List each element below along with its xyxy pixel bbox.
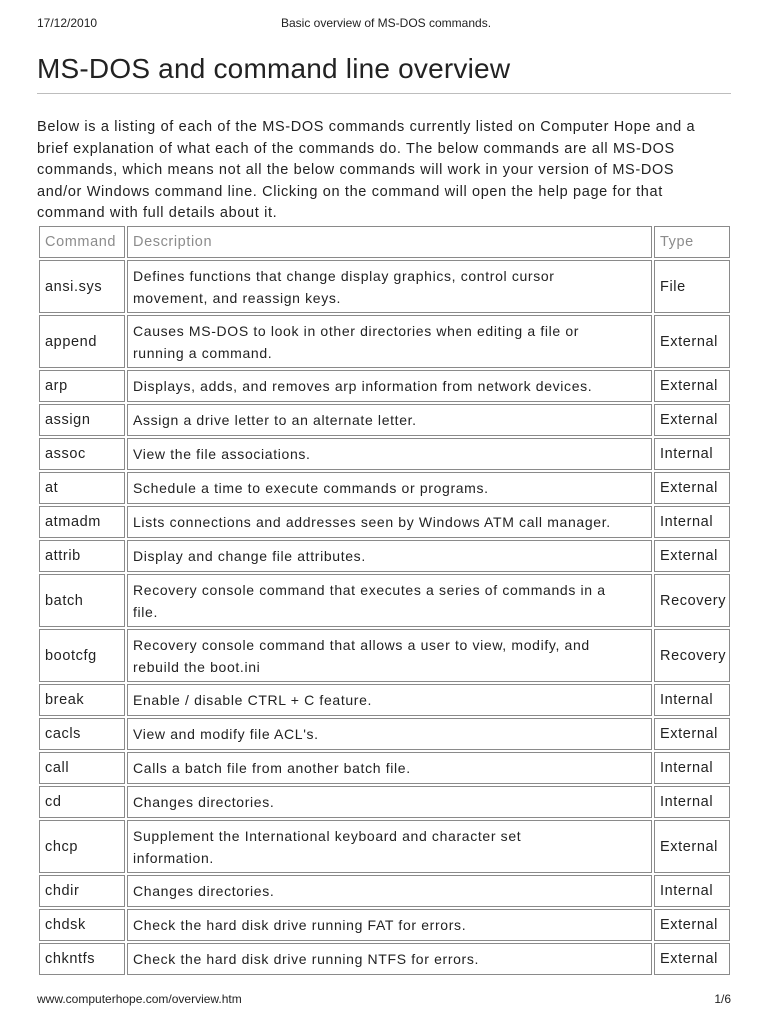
table-row — [39, 540, 730, 572]
command-cell[interactable]: ansi.sys — [39, 260, 125, 313]
type-cell: Internal — [654, 752, 730, 784]
commands-table — [37, 224, 732, 977]
page-number: 1/6 — [714, 992, 731, 1006]
command-cell[interactable]: assign — [39, 404, 125, 436]
command-cell[interactable]: batch — [39, 574, 125, 627]
command-cell[interactable]: atmadm — [39, 506, 125, 538]
description-line: Recovery console command that executes a series of commands in a — [133, 581, 606, 598]
type-cell: Internal — [654, 506, 730, 538]
table-row — [39, 684, 730, 716]
print-url: www.computerhope.com/overview.htm — [37, 992, 242, 1006]
description-cell — [127, 820, 652, 873]
description-cell — [127, 629, 652, 682]
print-date: 17/12/2010 — [37, 16, 98, 30]
type-cell: File — [654, 260, 730, 313]
description-line: Schedule a time to execute commands or programs. — [133, 480, 489, 496]
header-type: Type — [654, 226, 730, 258]
table-row — [39, 875, 730, 907]
command-cell[interactable]: chdsk — [39, 909, 125, 941]
description-cell — [127, 472, 652, 504]
description-cell — [127, 943, 652, 975]
table-row — [39, 786, 730, 818]
description-line: Supplement the International keyboard and character set — [133, 827, 522, 844]
description-line: Assign a drive letter to an alternate letter. — [133, 412, 417, 428]
description-line: rebuild the boot.ini — [133, 658, 261, 675]
description-line: Display and change file attributes. — [133, 548, 366, 564]
description-line: file. — [133, 603, 159, 620]
type-cell: Internal — [654, 684, 730, 716]
command-cell[interactable]: assoc — [39, 438, 125, 470]
type-cell: External — [654, 909, 730, 941]
intro-line: commands, which means not all the below commands will work in your version of MS-DOS — [37, 162, 675, 179]
table-row — [39, 629, 730, 682]
page-title: MS-DOS and command line overview — [37, 53, 511, 84]
command-cell[interactable]: break — [39, 684, 125, 716]
table-row — [39, 909, 730, 941]
description-cell — [127, 315, 652, 368]
header-description: Description — [127, 226, 652, 258]
intro-line: command with full details about it. — [37, 205, 278, 222]
description-cell — [127, 684, 652, 716]
description-line: movement, and reassign keys. — [133, 289, 342, 306]
table-row — [39, 574, 730, 627]
command-cell[interactable]: arp — [39, 370, 125, 402]
table-row — [39, 370, 730, 402]
table-header-row — [39, 226, 730, 258]
table-row — [39, 472, 730, 504]
table-row — [39, 820, 730, 873]
command-cell[interactable]: bootcfg — [39, 629, 125, 682]
table-row — [39, 943, 730, 975]
table-row — [39, 260, 730, 313]
type-cell: External — [654, 315, 730, 368]
table-row — [39, 404, 730, 436]
description-line: Enable / disable CTRL + C feature. — [133, 692, 373, 708]
type-cell: External — [654, 472, 730, 504]
type-cell: External — [654, 540, 730, 572]
type-cell: Internal — [654, 875, 730, 907]
command-cell[interactable]: call — [39, 752, 125, 784]
intro-line: Below is a listing of each of the MS-DOS commands currently listed on Computer Hope and a — [37, 119, 696, 135]
type-cell: External — [654, 820, 730, 873]
type-cell: Recovery — [654, 574, 730, 627]
description-cell — [127, 574, 652, 627]
command-cell[interactable]: cd — [39, 786, 125, 818]
type-cell: External — [654, 943, 730, 975]
intro-paragraph — [37, 117, 731, 225]
description-line: Lists connections and addresses seen by Windows ATM call manager. — [133, 514, 611, 530]
description-line: Changes directories. — [133, 794, 275, 810]
type-cell: External — [654, 370, 730, 402]
description-line: Check the hard disk drive running FAT for errors. — [133, 917, 467, 933]
description-cell — [127, 875, 652, 907]
command-cell[interactable]: cacls — [39, 718, 125, 750]
description-cell — [127, 370, 652, 402]
description-cell — [127, 404, 652, 436]
description-line: Changes directories. — [133, 883, 275, 899]
description-cell — [127, 540, 652, 572]
print-header — [37, 16, 731, 32]
description-line: Causes MS-DOS to look in other directories when editing a file or — [133, 322, 580, 339]
table-row — [39, 315, 730, 368]
description-line: Calls a batch file from another batch file. — [133, 760, 411, 776]
command-cell[interactable]: chcp — [39, 820, 125, 873]
print-title: Basic overview of MS-DOS commands. — [280, 16, 492, 30]
table-row — [39, 438, 730, 470]
table-row — [39, 506, 730, 538]
title-divider — [37, 93, 731, 94]
description-cell — [127, 909, 652, 941]
description-cell — [127, 438, 652, 470]
command-cell[interactable]: chdir — [39, 875, 125, 907]
description-cell — [127, 260, 652, 313]
intro-line: brief explanation of what each of the commands do. The below commands are all MS-DOS — [37, 140, 675, 157]
description-cell — [127, 752, 652, 784]
type-cell: External — [654, 718, 730, 750]
table-row — [39, 718, 730, 750]
description-line: View and modify file ACL's. — [133, 726, 319, 742]
description-line: Displays, adds, and removes arp information from network devices. — [133, 378, 593, 394]
command-cell[interactable]: chkntfs — [39, 943, 125, 975]
description-line: Recovery console command that allows a user to view, modify, and — [133, 636, 590, 653]
type-cell: Internal — [654, 786, 730, 818]
description-line: Defines functions that change display graphics, control cursor — [133, 267, 555, 284]
description-line: information. — [133, 849, 214, 866]
description-line: running a command. — [133, 344, 273, 361]
intro-line: and/or Windows command line. Clicking on the command will open the help page for that — [37, 183, 663, 200]
description-cell — [127, 786, 652, 818]
type-cell: Internal — [654, 438, 730, 470]
description-line: View the file associations. — [133, 446, 311, 462]
type-cell: Recovery — [654, 629, 730, 682]
table-row — [39, 752, 730, 784]
table-body — [39, 260, 730, 975]
description-cell — [127, 718, 652, 750]
description-cell — [127, 506, 652, 538]
type-cell: External — [654, 404, 730, 436]
command-cell[interactable]: append — [39, 315, 125, 368]
command-cell[interactable]: at — [39, 472, 125, 504]
description-line: Check the hard disk drive running NTFS for errors. — [133, 951, 480, 967]
header-command: Command — [39, 226, 125, 258]
print-footer — [37, 992, 731, 1008]
command-cell[interactable]: attrib — [39, 540, 125, 572]
